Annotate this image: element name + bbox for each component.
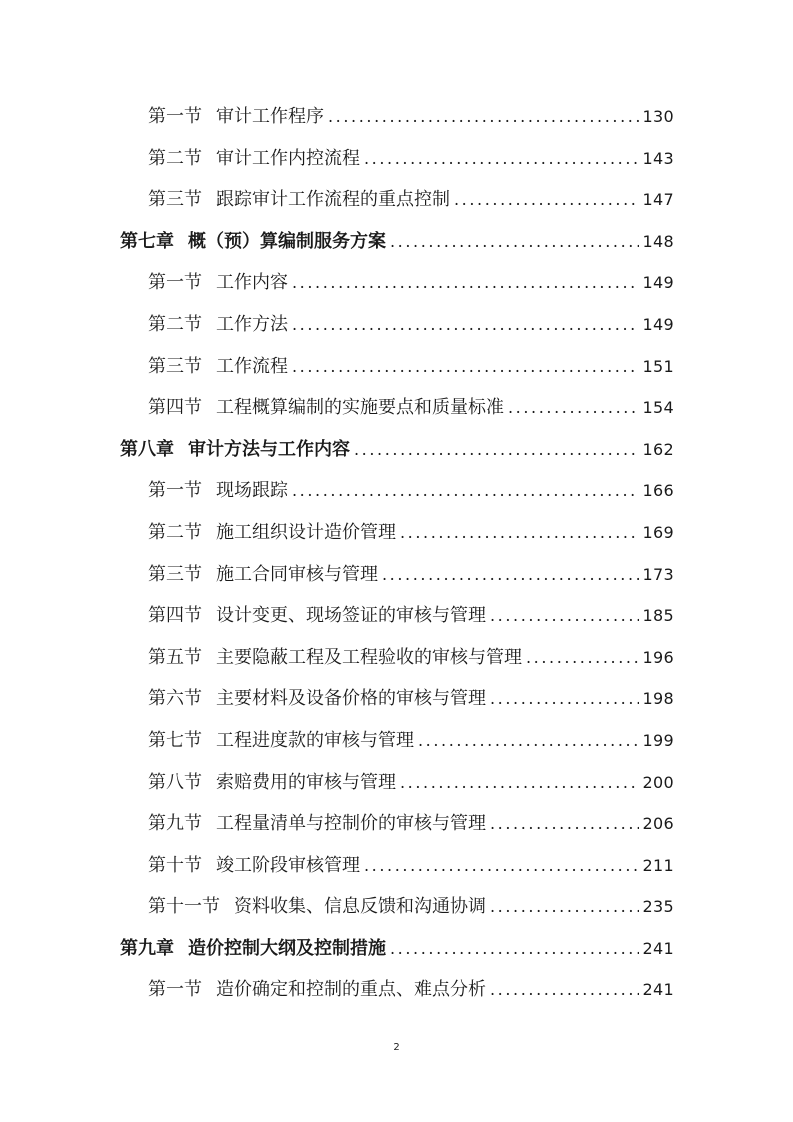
toc-entry-label xyxy=(148,187,450,213)
toc-chapter-entry[interactable] xyxy=(0,221,793,263)
toc-page-number: 241 xyxy=(642,938,674,958)
toc-entry-label xyxy=(148,811,486,837)
toc-dot-leader xyxy=(400,770,639,796)
toc-entry-number: 第二节 xyxy=(148,521,202,543)
toc-page-number: 162 xyxy=(642,439,674,459)
toc-entry-title: 工程量清单与控制价的审核与管理 xyxy=(216,813,486,835)
toc-dot-leader xyxy=(490,977,639,1003)
toc-entry-label xyxy=(148,977,486,1003)
toc-entry-label xyxy=(148,104,324,130)
toc-page-number: 148 xyxy=(642,231,674,251)
toc-dot-leader xyxy=(454,187,639,213)
toc-dot-leader xyxy=(490,686,639,712)
toc-section-entry[interactable] xyxy=(0,762,793,804)
toc-section-entry[interactable] xyxy=(0,96,793,138)
toc-section-entry[interactable] xyxy=(0,554,793,596)
toc-entry-title: 设计变更、现场签证的审核与管理 xyxy=(216,605,486,627)
toc-entry-title: 现场跟踪 xyxy=(216,480,288,502)
toc-page-number: 206 xyxy=(642,814,674,834)
toc-dot-leader xyxy=(292,478,639,504)
toc-dot-leader xyxy=(508,395,639,421)
toc-dot-leader xyxy=(390,229,639,255)
toc-dot-leader xyxy=(292,354,639,380)
toc-entry-label xyxy=(148,645,522,671)
toc-page-number: 235 xyxy=(642,897,674,917)
toc-entry-number: 第二节 xyxy=(148,147,202,169)
toc-page-number: 149 xyxy=(642,273,674,293)
toc-section-entry[interactable] xyxy=(0,720,793,762)
toc-page-number: 149 xyxy=(642,314,674,334)
toc-entry-title: 竣工阶段审核管理 xyxy=(216,854,360,876)
toc-entry-title: 工程概算编制的实施要点和质量标准 xyxy=(216,397,504,419)
toc-entry-number: 第五节 xyxy=(148,646,202,668)
toc-entry-title: 主要材料及设备价格的审核与管理 xyxy=(216,688,486,710)
toc-entry-title: 造价控制大纲及控制措施 xyxy=(188,937,386,959)
toc-entry-label xyxy=(148,395,504,421)
toc-entry-number: 第八章 xyxy=(120,438,174,460)
toc-entry-title: 工作内容 xyxy=(216,272,288,294)
toc-page-number: 199 xyxy=(642,730,674,750)
toc-entry-label xyxy=(148,770,396,796)
toc-page-number: 154 xyxy=(642,398,674,418)
toc-entry-number: 第三节 xyxy=(148,355,202,377)
toc-entry-number: 第一节 xyxy=(148,480,202,502)
toc-entry-title: 资料收集、信息反馈和沟通协调 xyxy=(234,896,486,918)
toc-section-entry[interactable] xyxy=(0,262,793,304)
toc-dot-leader xyxy=(364,853,639,879)
toc-page-number: 169 xyxy=(642,522,674,542)
toc-entry-title: 审计工作程序 xyxy=(216,106,324,127)
toc-section-entry[interactable] xyxy=(0,595,793,637)
toc-entry-number: 第十一节 xyxy=(148,896,220,918)
toc-entry-title: 审计方法与工作内容 xyxy=(188,438,350,460)
toc-page-number: 143 xyxy=(642,148,674,168)
toc-section-entry[interactable] xyxy=(0,845,793,887)
toc-entry-number: 第七节 xyxy=(148,729,202,751)
toc-entry-number: 第四节 xyxy=(148,605,202,627)
toc-entry-number: 第九章 xyxy=(120,937,174,959)
toc-entry-title: 索赔费用的审核与管理 xyxy=(216,771,396,793)
toc-entry-label xyxy=(120,437,350,463)
table-of-contents xyxy=(0,96,793,1011)
toc-dot-leader xyxy=(328,104,639,130)
toc-entry-label xyxy=(148,270,288,296)
toc-entry-title: 概（预）算编制服务方案 xyxy=(188,230,386,252)
toc-section-entry[interactable] xyxy=(0,470,793,512)
toc-entry-number: 第六节 xyxy=(148,688,202,710)
toc-entry-number: 第一节 xyxy=(148,106,202,127)
toc-page-number: 200 xyxy=(642,772,674,792)
toc-dot-leader xyxy=(526,645,639,671)
toc-page-number: 147 xyxy=(642,190,674,210)
toc-page-number: 211 xyxy=(642,855,674,875)
toc-entry-label xyxy=(148,354,288,380)
toc-dot-leader xyxy=(364,146,639,172)
toc-page-number: 130 xyxy=(642,107,674,126)
toc-section-entry[interactable] xyxy=(0,512,793,554)
toc-entry-number: 第七章 xyxy=(120,230,174,252)
toc-entry-label xyxy=(148,728,414,754)
toc-dot-leader xyxy=(490,894,639,920)
toc-dot-leader xyxy=(390,936,639,962)
toc-section-entry[interactable] xyxy=(0,346,793,388)
toc-section-entry[interactable] xyxy=(0,637,793,679)
toc-dot-leader xyxy=(354,437,639,463)
toc-entry-number: 第三节 xyxy=(148,563,202,585)
toc-entry-title: 造价确定和控制的重点、难点分析 xyxy=(216,979,486,1001)
toc-section-entry[interactable] xyxy=(0,179,793,221)
toc-entry-title: 工作流程 xyxy=(216,355,288,377)
toc-entry-label xyxy=(148,894,486,920)
toc-entry-number: 第九节 xyxy=(148,813,202,835)
toc-entry-label xyxy=(148,146,360,172)
toc-entry-number: 第八节 xyxy=(148,771,202,793)
toc-entry-label xyxy=(148,520,396,546)
toc-entry-label xyxy=(148,603,486,629)
toc-page-number: 198 xyxy=(642,689,674,709)
toc-chapter-entry[interactable] xyxy=(0,928,793,970)
toc-entry-title: 工程进度款的审核与管理 xyxy=(216,729,414,751)
toc-section-entry[interactable] xyxy=(0,387,793,429)
toc-section-entry[interactable] xyxy=(0,803,793,845)
toc-page-number: 241 xyxy=(642,980,674,1000)
page-number: 2 xyxy=(393,1042,400,1053)
toc-entry-label xyxy=(148,478,288,504)
toc-entry-number: 第二节 xyxy=(148,313,202,335)
toc-entry-label xyxy=(148,686,486,712)
toc-entry-number: 第四节 xyxy=(148,397,202,419)
toc-section-entry[interactable] xyxy=(0,304,793,346)
toc-entry-title: 主要隐蔽工程及工程验收的审核与管理 xyxy=(216,646,522,668)
toc-dot-leader xyxy=(292,270,639,296)
toc-chapter-entry[interactable] xyxy=(0,429,793,471)
toc-entry-number: 第三节 xyxy=(148,189,202,211)
toc-entry-title: 施工合同审核与管理 xyxy=(216,563,378,585)
toc-dot-leader xyxy=(490,603,639,629)
toc-entry-title: 工作方法 xyxy=(216,313,288,335)
toc-entry-number: 第一节 xyxy=(148,979,202,1001)
toc-page-number: 185 xyxy=(642,606,674,626)
toc-section-entry[interactable] xyxy=(0,886,793,928)
toc-page-number: 166 xyxy=(642,481,674,501)
toc-entry-label xyxy=(120,229,386,255)
toc-page-number: 173 xyxy=(642,564,674,584)
toc-entry-title: 施工组织设计造价管理 xyxy=(216,521,396,543)
toc-dot-leader xyxy=(418,728,639,754)
toc-page-number: 196 xyxy=(642,647,674,667)
toc-dot-leader xyxy=(382,562,639,588)
toc-dot-leader xyxy=(490,811,639,837)
toc-entry-label xyxy=(120,936,386,962)
toc-dot-leader xyxy=(292,312,639,338)
toc-section-entry[interactable] xyxy=(0,969,793,1011)
toc-section-entry[interactable] xyxy=(0,678,793,720)
toc-entry-title: 跟踪审计工作流程的重点控制 xyxy=(216,189,450,211)
toc-entry-number: 第十节 xyxy=(148,854,202,876)
toc-entry-label xyxy=(148,312,288,338)
toc-entry-title: 审计工作内控流程 xyxy=(216,147,360,169)
toc-section-entry[interactable] xyxy=(0,138,793,180)
toc-page-number: 151 xyxy=(642,356,674,376)
toc-dot-leader xyxy=(400,520,639,546)
toc-entry-label xyxy=(148,562,378,588)
toc-entry-number: 第一节 xyxy=(148,272,202,294)
toc-entry-label xyxy=(148,853,360,879)
